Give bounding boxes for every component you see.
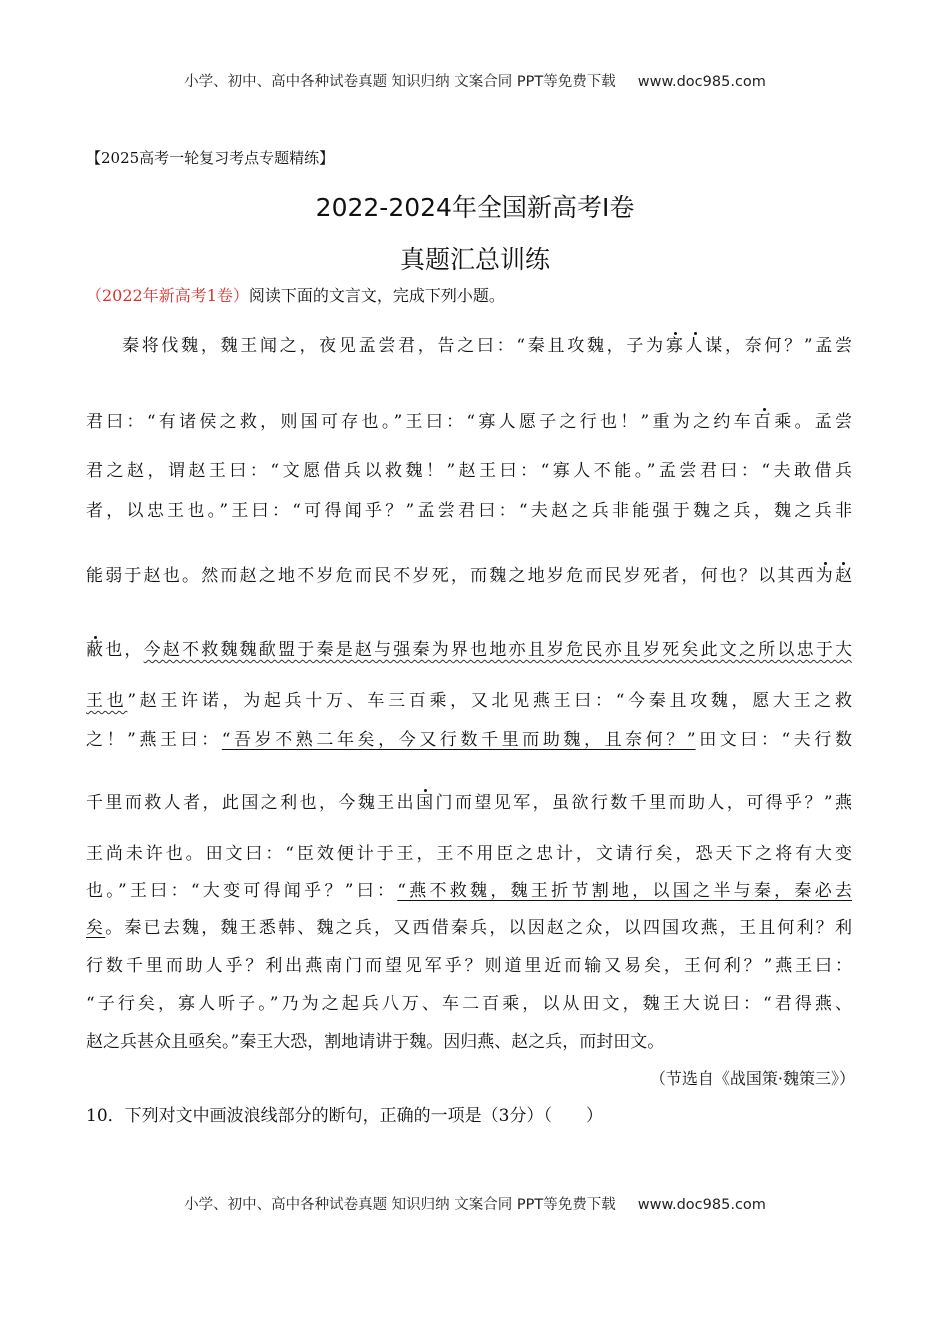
- header-url[interactable]: www.doc985.com: [637, 74, 766, 90]
- passage-line: 王也”赵王许诺，为起兵十万、车三百乘，又北见燕王曰：“今秦且攻魏，愿大王之救: [86, 691, 852, 711]
- passage-line: 能弱于赵也。然而赵之地不岁危而民不岁死，而魏之地岁危而民岁死者，何也？以其西为赵: [86, 566, 853, 586]
- underlined-sentence: “吾岁不熟二年矣，今又行数千里而助魏，且奈何？”: [221, 730, 696, 750]
- passage-line: 行数千里而助人乎？利出燕南门而望见军乎？则道里近而输又易矣，王何利？”燕王曰：: [86, 956, 852, 976]
- instruction-text: 阅读下面的文言文，完成下列小题。: [248, 286, 505, 305]
- passage-source: （节选自《战国策·魏策三》）: [649, 1069, 855, 1088]
- passage-line: 君之赵，谓赵王曰：“文愿借兵以救魏！”赵王曰：“寡人不能。”孟尝君曰：“夫敢借兵: [86, 461, 852, 481]
- passage-line: 秦将伐魏，魏王闻之，夜见孟尝君，告之曰：“秦且攻魏，子为寡人谋，奈何？”孟尝: [122, 336, 852, 356]
- passage-line: 王尚未许也。田文曰：“臣效便计于王，王不用臣之忠计，文请行矣，恐天下之将有大变: [86, 844, 852, 864]
- question-10: 10．下列对文中画波浪线部分的断句，正确的一项是（3分）（ ）: [86, 1106, 603, 1126]
- emphasis-dot-char: 寡: [665, 336, 686, 356]
- footer-url[interactable]: www.doc985.com: [637, 1197, 766, 1213]
- wavy-underline-segment: 今赵不救魏魏歃盟于秦是赵与强秦为界也地亦且岁危民亦且岁死矣此文之所以忠于大: [143, 640, 853, 660]
- passage-line: 赵之兵甚众且亟矣。”秦王大恐，割地请讲于魏。因归燕、赵之兵，而封田文。: [86, 1032, 665, 1052]
- wavy-underline-segment: 王也: [86, 691, 128, 711]
- emphasis-dot-char: 蔽: [86, 640, 106, 660]
- question-intro: [86, 283, 505, 306]
- emphasis-dot-char: 人: [685, 336, 706, 356]
- page-subtitle: 真题汇总训练: [399, 245, 550, 274]
- underlined-sentence: “燕不救魏，魏王折节割地，以国之半与秦，秦必去: [397, 881, 852, 901]
- emphasis-dot-char: 国: [416, 793, 436, 813]
- series-tag: 【2025高考一轮复习考点专题精练】: [86, 149, 335, 167]
- header-text: 小学、初中、高中各种试卷真题 知识归纳 文案合同 PPT等免费下载: [184, 74, 616, 90]
- emphasis-dot-char: 百: [753, 412, 775, 432]
- footer-text: 小学、初中、高中各种试卷真题 知识归纳 文案合同 PPT等免费下载: [184, 1197, 616, 1213]
- page-title: 2022-2024年全国新高考Ⅰ卷: [315, 193, 635, 222]
- page-header: [0, 70, 950, 91]
- passage-line: 矣。秦已去魏，魏王悉韩、魏之兵，又西借秦兵，以因赵之众，以四国攻燕，王且何利？利: [86, 918, 853, 938]
- emphasis-dot-char: 为: [815, 566, 836, 586]
- page-footer: [0, 1193, 950, 1214]
- underlined-sentence: 矣: [86, 918, 106, 938]
- passage-line: 蔽也，今赵不救魏魏歃盟于秦是赵与强秦为界也地亦且岁危民亦且岁死矣此文之所以忠于大: [86, 640, 853, 660]
- passage-line: 千里而救人者，此国之利也，今魏王出国门而望见军，虽欲行数千里而助人，可得乎？”燕: [86, 793, 852, 813]
- exam-source-tag: （2022年新高考1卷）: [86, 286, 249, 305]
- passage-line: 也。”王曰：“大变可得闻乎？”曰：“燕不救魏，魏王折节割地，以国之半与秦，秦必去: [86, 881, 852, 901]
- passage-line: 君曰：“有诸侯之救，则国可存也。”王曰：“寡人愿子之行也！”重为之约车百乘。孟尝: [86, 412, 853, 432]
- passage-line: 之！”燕王曰：“吾岁不熟二年矣，今又行数千里而助魏，且奈何？”田文曰：“夫行数: [86, 730, 852, 750]
- passage-line: 者，以忠王也。”王曰：“可得闻乎？”孟尝君曰：“夫赵之兵非能强于魏之兵，魏之兵非: [86, 501, 852, 521]
- emphasis-dot-char: 赵: [835, 566, 853, 586]
- passage-line: “子行矣，寡人听子。”乃为之起兵八万、车二百乘，以从田文，魏王大说曰：“君得燕、: [86, 994, 852, 1014]
